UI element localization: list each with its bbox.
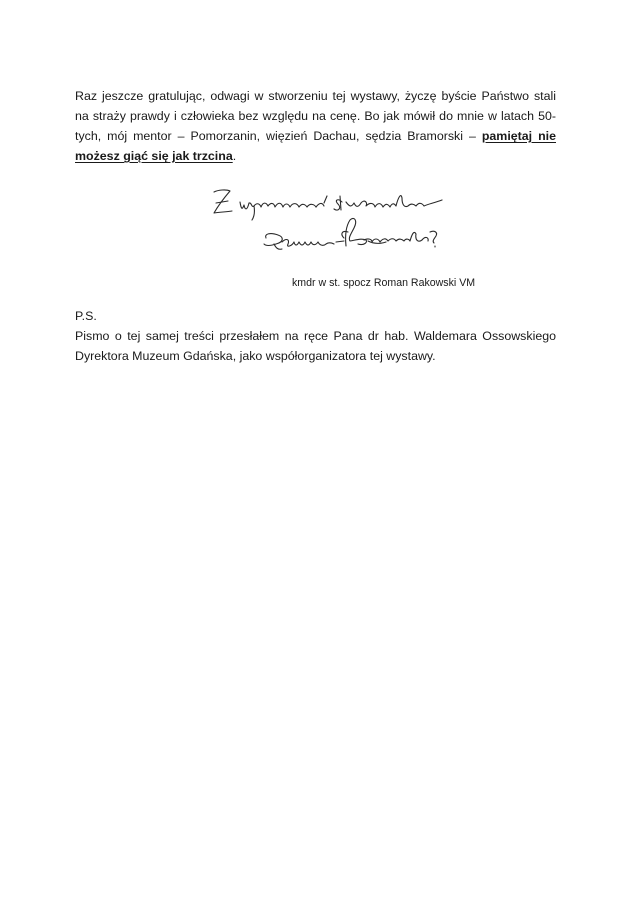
- closing-paragraph-period: .: [232, 149, 237, 163]
- postscript-label: P.S.: [75, 309, 97, 323]
- emphasized-quote: pamiętaj nie możesz giąć się jak trzcina: [75, 129, 556, 163]
- closing-paragraph: [75, 86, 556, 166]
- signatory-caption: kmdr w st. spocz Roman Rakowski VM: [292, 277, 476, 289]
- postscript-paragraph: Pismo o tej samej treści przesłałem na ręce Pana dr hab. Waldemara Ossowskiego Dyrektora Muzeum Gdańska, jako współorganizatora tej wystawy.: [75, 329, 556, 363]
- closing-paragraph-text: Raz jeszcze gratulując, odwagi w stworzeniu tej wystawy, życzę byście Państwo stali na straży prawdy i człowieka bez względu na cenę. Bo jak mówił do mnie w latach 50-tych, mój mentor – Pomorzanin, więzień Dachau, sędzia Bramorski –: [75, 89, 556, 143]
- handwritten-signature-icon: [208, 186, 528, 272]
